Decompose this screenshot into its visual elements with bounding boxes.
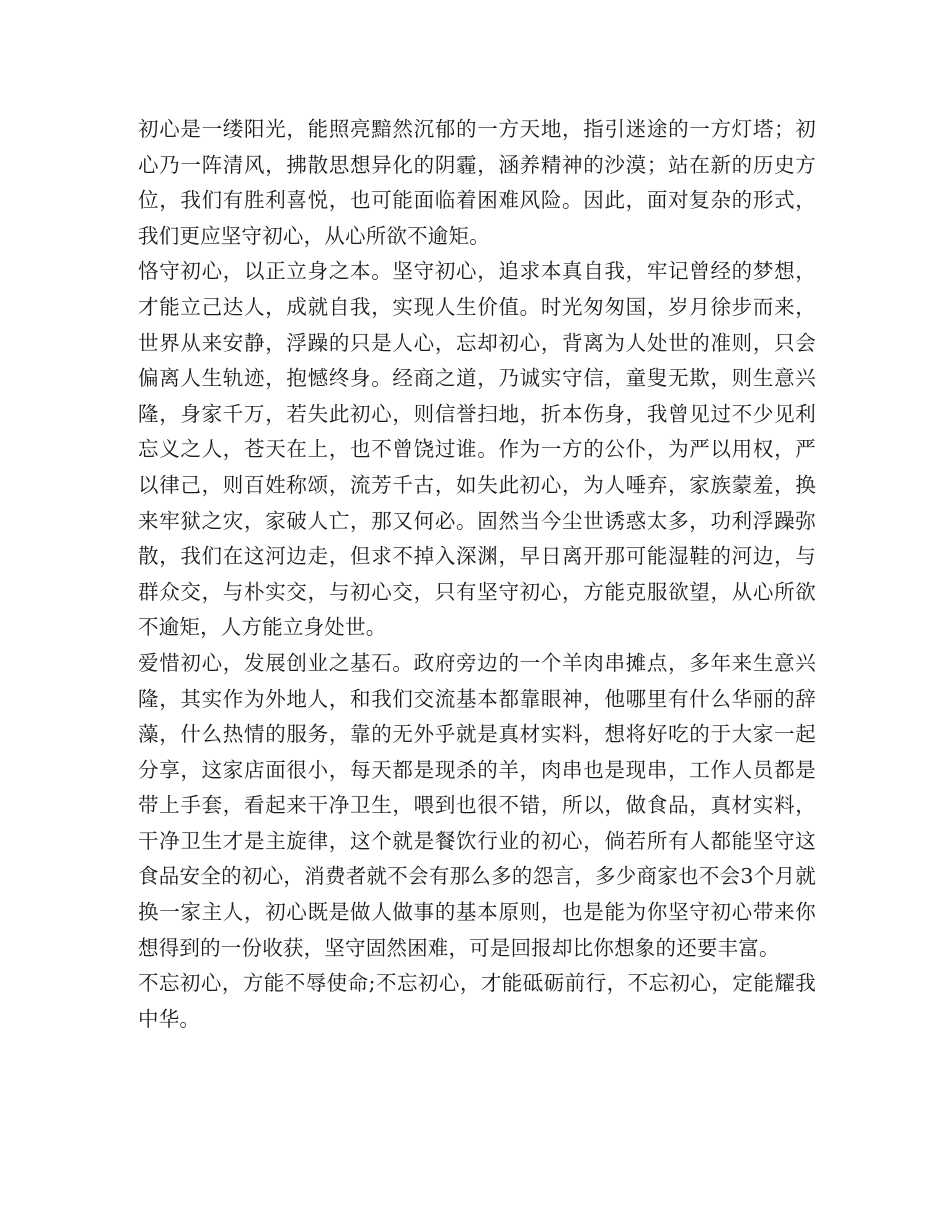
paragraph-conclusion: 不忘初心，方能不辱使命;不忘初心，才能砥砺前行，不忘初心，定能耀我中华。 (138, 971, 816, 1031)
paragraph-cherish-original-intention: 爱惜初心，发展创业之基石。政府旁边的一个羊肉串摊点，多年来生意兴隆，其实作为外地人，和我们交流基本都靠眼神，他哪里有什么华丽的辞藻，什么热情的服务，靠的无外乎就是真材实料，想将好吃的于大家一起分享，这家店面很小，每天都是现杀的羊，肉串也是现串，工作人员都是带上手套，看起来干净卫生，喂到也很不错，所以，做食品，真材实料，干净卫生才是主旋律，这个就是餐饮行业的初心，倘若所有人都能坚守这食品安全的初心，消费者就不会有那么多的怨言，多少商家也不会3个月就换一家主人，初心既是做人做事的基本原则，也是能为你坚守初心带来你想得到的一份收获，坚守固然困难，可是回报却比你想象的还要丰富。 (138, 650, 816, 960)
paragraph-intro: 初心是一缕阳光，能照亮黯然沉郁的一方天地，指引迷途的一方灯塔；初心乃一阵清风，拂散思想异化的阴霾，涵养精神的沙漠；站在新的历史方位，我们有胜利喜悦，也可能面临着困难风险。因此，面对复杂的形式，我们更应坚守初心，从心所欲不逾矩。 (138, 117, 816, 248)
paragraph-uphold-original-intention: 恪守初心，以正立身之本。坚守初心，追求本真自我，牢记曾经的梦想，才能立己达人，成就自我，实现人生价值。时光匆匆国，岁月徐步而来，世界从来安静，浮躁的只是人心，忘却初心，背离为人处世的准则，只会偏离人生轨迹，抱憾终身。经商之道，乃诚实守信，童叟无欺，则生意兴隆，身家千万，若失此初心，则信誉扫地，折本伤身，我曾见过不少见利忘义之人，苍天在上，也不曾饶过谁。作为一方的公仆，为严以用权，严以律己，则百姓称颂，流芳千古，如失此初心，为人唾弃，家族蒙羞，换来牢狱之灾，家破人亡，那又何必。固然当今尘世诱惑太多，功利浮躁弥散，我们在这河边走，但求不掉入深渊，早日离开那可能湿鞋的河边，与群众交，与朴实交，与初心交，只有坚守初心，方能克服欲望，从心所欲不逾矩，人方能立身处世。 (138, 259, 816, 640)
document-body (138, 112, 816, 1037)
